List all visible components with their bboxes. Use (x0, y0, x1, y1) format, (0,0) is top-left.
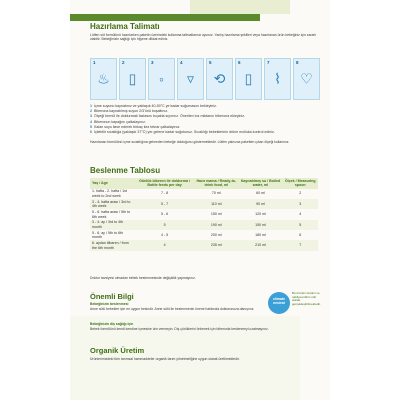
table-row: 1. hafta - 2. hafta / 1st week to 2nd week 7 - 8 70 ml 60 ml 2 (92, 189, 302, 198)
prep-intro: Lütfen süt formülünü hazırlarken paketin üzerindeki kullanma talimatlarına uyunuz. Yanlış hazırlama şekilleri veya hazırlanan ürün bebeğiniz için zararlı olabilir. Bebeğinizin sağlığı için hijyene dikkat ediniz. (90, 33, 317, 42)
shake-icon: ⟲ (213, 70, 226, 87)
step-7: 7 ⌇ (264, 58, 291, 100)
organic-title: Organik Üretim (90, 346, 145, 355)
badge-side-text: Bu ürünün üretimi ve nakliyesi iklim nötr olarak gerçekleştirilmektedir. (292, 291, 321, 307)
bottle-icon: ▯ (244, 70, 253, 87)
prep-title: Hazırlama Talimatı (90, 22, 160, 31)
spoon-icon: ◦ (159, 71, 164, 87)
table-header-row: Yaş / Age Günlük biberon ile doldurma / Bottle feeds per day Hazır mama / Ready-to-drink food, ml Kaynatılmış su / Boiled water, ml Ölçek / Measuring spoon (90, 178, 318, 189)
prep-notice: Hazırlanan formülünü içme sıcaklığına gelmeden bebeğe dolduğunu göstermektedir. Lütfen yalnızca paketten çıkan ölçeği kullanınız. (90, 140, 290, 144)
instruction-3: 3 Ölçeği formül ile doldurarak fazlasını bıçakla sıyırınız. Önerilen toz miktarını biberona ekleyiniz. (90, 114, 246, 119)
step-8: 8 ♡ (293, 58, 320, 100)
package-flap (190, 0, 290, 14)
badge-circle-text: climate neutral (272, 297, 286, 305)
feeding-icon: ♡ (300, 70, 313, 87)
important-title: Önemli Bilgi (90, 292, 134, 301)
header-bar (70, 14, 260, 21)
table-row: 5 - 6. ay / 5th to 6th month 4 - 5 200 ml 180 ml 6 (92, 230, 302, 240)
important-text-1: Anne sütü bebekler için en uygun besindir. Anne sütü ile beslenmenin önemi hakkında doktorunuza danışınız. (90, 307, 255, 311)
table-row: 6. aydan itibaren / from the 6th month 4 235 ml 210 ml 7 (90, 240, 318, 250)
important-sub-2: Bebeğinizin diş sağlığı için (90, 322, 134, 326)
step-5: 5 ⟲ (206, 58, 233, 100)
instruction-6: 6 İçilebilir sıcaklığa (yaklaşık 37°C) yer gelene kadar soğutunuz. Sıcaklığı bebeklerinin drüne molluka kontrol ediniz. (90, 130, 275, 135)
organic-text: Ürünlerimizdeki tüm tarımsal hammaddeler organik tarım yönetmeliğine uygun olarak üretilmektedir. (90, 357, 240, 361)
powder-icon: ▿ (186, 70, 195, 87)
step-1: 1 ♨ (90, 58, 117, 100)
step-2: 2 ▯ (119, 58, 146, 100)
prep-instructions (90, 104, 315, 135)
climate-badge (268, 291, 321, 316)
instruction-4: 4 Biberonun kapağını çalkalayınız. (90, 119, 146, 124)
table-row: 5 - 6. hafta arası / 5th to 6th week 5 - 6 150 ml 120 ml 4 (92, 209, 302, 219)
step-6: 6 ▯ (235, 58, 262, 100)
table-title: Beslenme Tablosu (90, 166, 161, 175)
table-row: 3 - 4. ay / 3rd to 4th month 5 190 ml 150 ml 5 (90, 220, 318, 230)
bottle-icon: ▯ (128, 70, 137, 87)
step-3: 3 ◦ (148, 58, 175, 100)
feeding-table (90, 178, 318, 251)
prep-steps (90, 58, 320, 100)
kettle-icon: ♨ (97, 70, 110, 87)
table-footnote: Doktor tavsiyesi olmadan bebek beslenmesinde değişiklik yapmayınız. (90, 276, 196, 280)
table-row: 3 - 4. hafta arası / 3rd to 4th week 5 - 7 110 ml 90 ml 3 (90, 199, 318, 209)
instruction-2: 2 Biberona kaynatılmış suyun 2/3'ünü boşaltınız. (90, 109, 169, 114)
instruction-1: 1 İçme suyunu kaynatınız ve yaklaşık 40-50°C ye kadar soğumasını bekleyiniz. (90, 104, 217, 108)
thermometer-icon: ⌇ (274, 70, 281, 87)
important-sub-1: Bebeğinizin beslenmesi (90, 302, 129, 306)
important-text-2: Bebek formülünü kendi kendine içmesine izin vermeyin. Diş çürüklerini önlemek için biberonla beslenmeyi uzatmayınız. (90, 327, 269, 331)
instruction-5: 5 Kalan suyu ilave ederek birkaç kez tekrar çalkalayınız. (90, 124, 181, 129)
step-4: 4 ▿ (177, 58, 204, 100)
